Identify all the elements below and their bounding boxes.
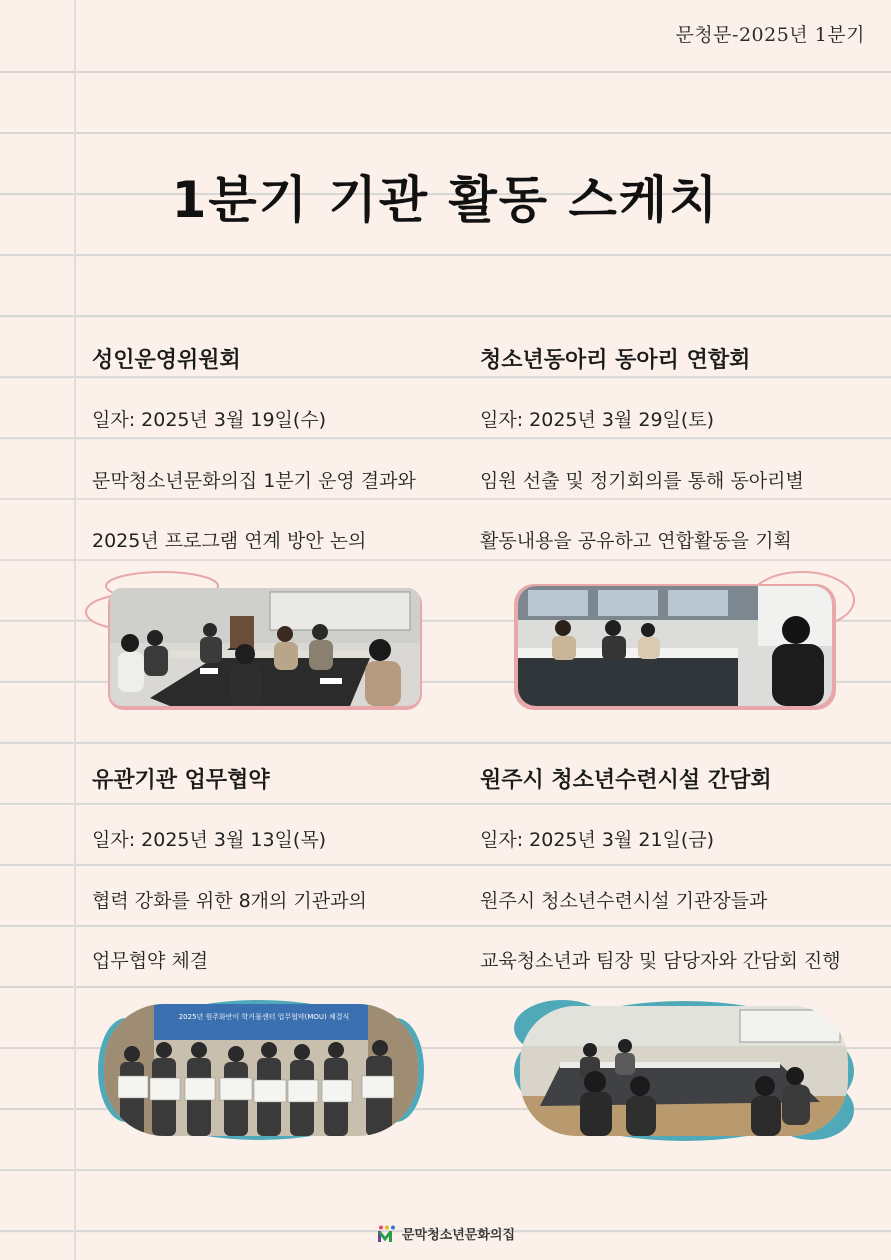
org-name: 문막청소년문화의집 [401,1228,516,1243]
section-description-line1: 원주시 청소년수련시설 기관장들과 [480,890,768,912]
meeting-photo-1 [110,588,420,706]
section-description-line1: 문막청소년문화의집 1분기 운영 결과와 [92,470,416,492]
section-heading: 유관기관 업무협약 [92,768,270,793]
section-description-line1: 임원 선출 및 정기회의를 통해 동아리별 [480,470,804,492]
section-description-line2: 교육청소년과 팀장 및 담당자와 간담회 진행 [480,950,841,972]
section-heading: 원주시 청소년수련시설 간담회 [480,768,772,793]
section-date: 일자: 2025년 3월 21일(금) [480,829,715,851]
org-logo-icon [376,1225,398,1243]
section-description-line2: 2025년 프로그램 연계 방안 논의 [92,530,367,552]
facility-meeting-photo [520,1006,848,1136]
section-description-line2: 업무협약 체결 [92,950,209,972]
section-heading: 청소년동아리 동아리 연합회 [480,348,751,373]
section-date: 일자: 2025년 3월 29일(토) [480,409,715,431]
mou-banner-text: 2025년 원주화반이 학거물센터 업무협약(MOU) 체결식 [178,1013,350,1021]
section-heading: 성인운영위원회 [92,348,241,373]
section-description-line1: 협력 강화를 위한 8개의 기관과의 [92,890,367,912]
section-date: 일자: 2025년 3월 19일(수) [92,409,327,431]
mou-photo [104,1004,418,1136]
meeting-photo-2 [518,586,832,706]
section-description-line2: 활동내용을 공유하고 연합활동을 기획 [480,530,792,552]
section-date: 일자: 2025년 3월 13일(목) [92,829,327,851]
footer [0,1224,891,1243]
issue-tag: 문청문-2025년 1분기 [675,24,865,46]
page-title: 1분기 기관 활동 스케치 [171,171,720,229]
